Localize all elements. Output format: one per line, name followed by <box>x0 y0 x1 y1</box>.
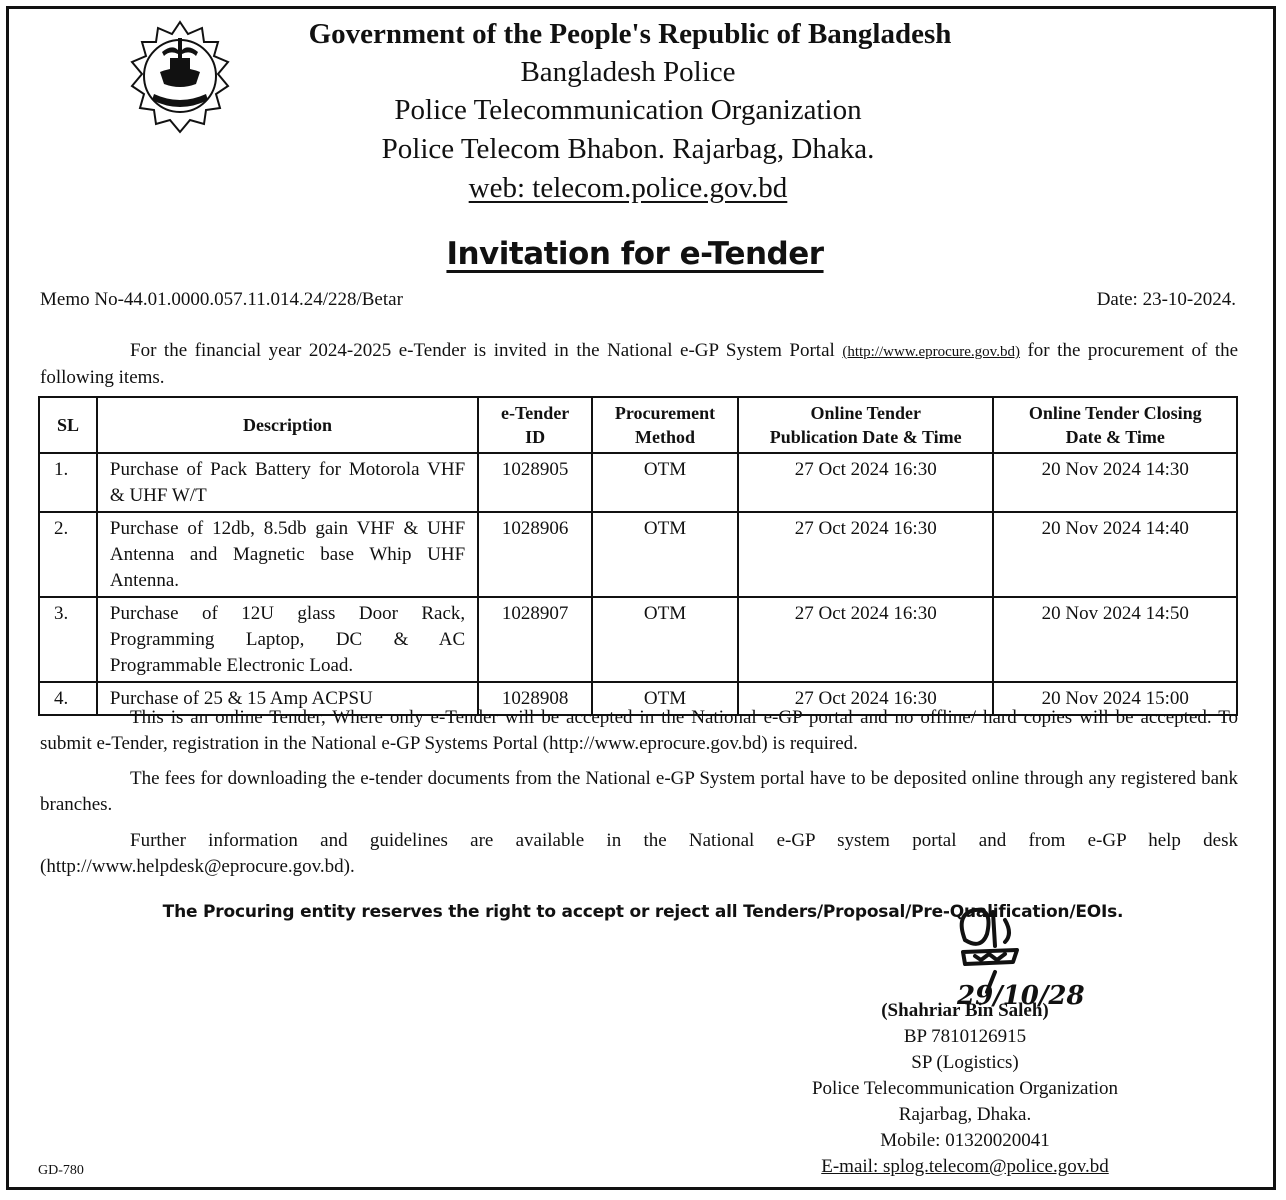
online-only-paragraph: This is an online Tender, Where only e-Tender will be accepted in the National e-GP portal and no offline/ hard copies will be accepted. To submit e-Tender, registration in the National e-GP Systems Portal (http://www.eprocure.gov.bd) is required. <box>40 707 1238 754</box>
department-heading: Bangladesh Police <box>520 56 736 88</box>
header-method <box>592 397 738 453</box>
header-publication-line2: Publication Date & Time <box>769 427 962 447</box>
row-publication: 27 Oct 2024 16:30 <box>738 453 994 512</box>
row-publication: 27 Oct 2024 16:30 <box>738 512 994 597</box>
row-closing: 20 Nov 2024 14:40 <box>993 512 1237 597</box>
header-closing-line1: Online Tender Closing <box>1028 403 1202 423</box>
row-method: OTM <box>592 682 738 715</box>
header-description: Description <box>97 397 478 453</box>
reserve-right-statement: The Procuring entity reserves the right to accept or reject all Tenders/Proposal/Pre-Qualification/EOIs. <box>162 902 1124 922</box>
row-method: OTM <box>592 453 738 512</box>
row-sl: 2. <box>39 512 97 597</box>
eprocure-link[interactable]: (http://www.eprocure.gov.bd) <box>842 344 1020 360</box>
further-info-paragraph: Further information and guidelines are available in the National e-GP system portal and from e-GP help desk (http://www.helpdesk@eprocure.gov.bd). <box>40 830 1238 877</box>
row-description: Purchase of 25 & 15 Amp ACPSU <box>97 682 478 715</box>
form-code: GD-780 <box>38 1163 84 1178</box>
header-closing <box>993 397 1237 453</box>
row-sl: 3. <box>39 597 97 682</box>
signatory-location: Rajarbag, Dhaka. <box>898 1104 1032 1125</box>
tender-table <box>38 396 1238 716</box>
header-sl: SL <box>39 397 97 453</box>
memo-number: Memo No-44.01.0000.057.11.014.24/228/Betar <box>40 289 403 310</box>
header-tender-id <box>478 397 592 453</box>
notice-date: Date: 23-10-2024. <box>1096 289 1236 310</box>
fees-paragraph: The fees for downloading the e-tender documents from the National e-GP System portal have to be deposited online through any registered bank branches. <box>40 768 1238 815</box>
intro-paragraph <box>40 338 1238 391</box>
header-tender-id-line1: e-Tender <box>500 403 570 423</box>
row-method: OTM <box>592 597 738 682</box>
header-method-line2: Method <box>635 427 696 447</box>
row-closing: 20 Nov 2024 14:50 <box>993 597 1237 682</box>
signature-date-text: 29/10/28 <box>957 981 1085 1011</box>
row-tender-id: 1028908 <box>478 682 592 715</box>
notice-title <box>0 236 1270 272</box>
table-header-row <box>39 397 1237 453</box>
address-heading: Police Telecom Bhabon. Rajarbag, Dhaka. <box>381 133 875 165</box>
row-sl: 4. <box>39 682 97 715</box>
row-closing: 20 Nov 2024 14:30 <box>993 453 1237 512</box>
row-tender-id: 1028907 <box>478 597 592 682</box>
intro-text-end: for the procurement of the following items. <box>40 340 1239 388</box>
header-method-line1: Procurement <box>614 403 716 423</box>
row-closing: 20 Nov 2024 15:00 <box>993 682 1237 715</box>
row-tender-id: 1028905 <box>478 453 592 512</box>
government-heading: Government of the People's Republic of Bangladesh <box>308 18 952 50</box>
row-publication: 27 Oct 2024 16:30 <box>738 597 994 682</box>
row-tender-id: 1028906 <box>478 512 592 597</box>
signatory-email[interactable]: E-mail: splog.telecom@police.gov.bd <box>821 1156 1109 1177</box>
header-closing-line2: Date & Time <box>1065 427 1165 447</box>
intro-text: For the financial year 2024-2025 e-Tender is invited in the National e-GP System Portal <box>130 340 835 361</box>
website-heading <box>228 172 1028 205</box>
website-link[interactable]: web: telecom.police.gov.bd <box>468 172 788 204</box>
row-sl: 1. <box>39 453 97 512</box>
signatory-bp: BP 7810126915 <box>903 1026 1027 1047</box>
header-publication <box>738 397 994 453</box>
signatory-designation: SP (Logistics) <box>911 1052 1019 1073</box>
signatory-name: (Shahriar Bin Saleh) <box>881 1000 1049 1021</box>
row-method: OTM <box>592 512 738 597</box>
organization-heading: Police Telecommunication Organization <box>394 94 862 126</box>
table-row <box>39 597 1237 682</box>
table-row <box>39 512 1237 597</box>
bangladesh-police-emblem-icon <box>122 14 238 138</box>
row-description: Purchase of 12U glass Door Rack, Programming Laptop, DC & AC Programmable Electronic Load. <box>97 597 478 682</box>
row-publication: 27 Oct 2024 16:30 <box>738 682 994 715</box>
row-description: Purchase of 12db, 8.5db gain VHF & UHF Antenna and Magnetic base Whip UHF Antenna. <box>97 512 478 597</box>
signatory-mobile: Mobile: 01320020041 <box>880 1130 1050 1151</box>
row-description: Purchase of Pack Battery for Motorola VHF & UHF W/T <box>97 453 478 512</box>
signatory-block <box>770 998 1160 1180</box>
notice-title-text: Invitation for e-Tender <box>446 236 824 272</box>
header-tender-id-line2: ID <box>525 427 546 447</box>
table-row <box>39 453 1237 512</box>
signatory-organization: Police Telecommunication Organization <box>811 1078 1119 1099</box>
header-publication-line1: Online Tender <box>810 403 921 423</box>
